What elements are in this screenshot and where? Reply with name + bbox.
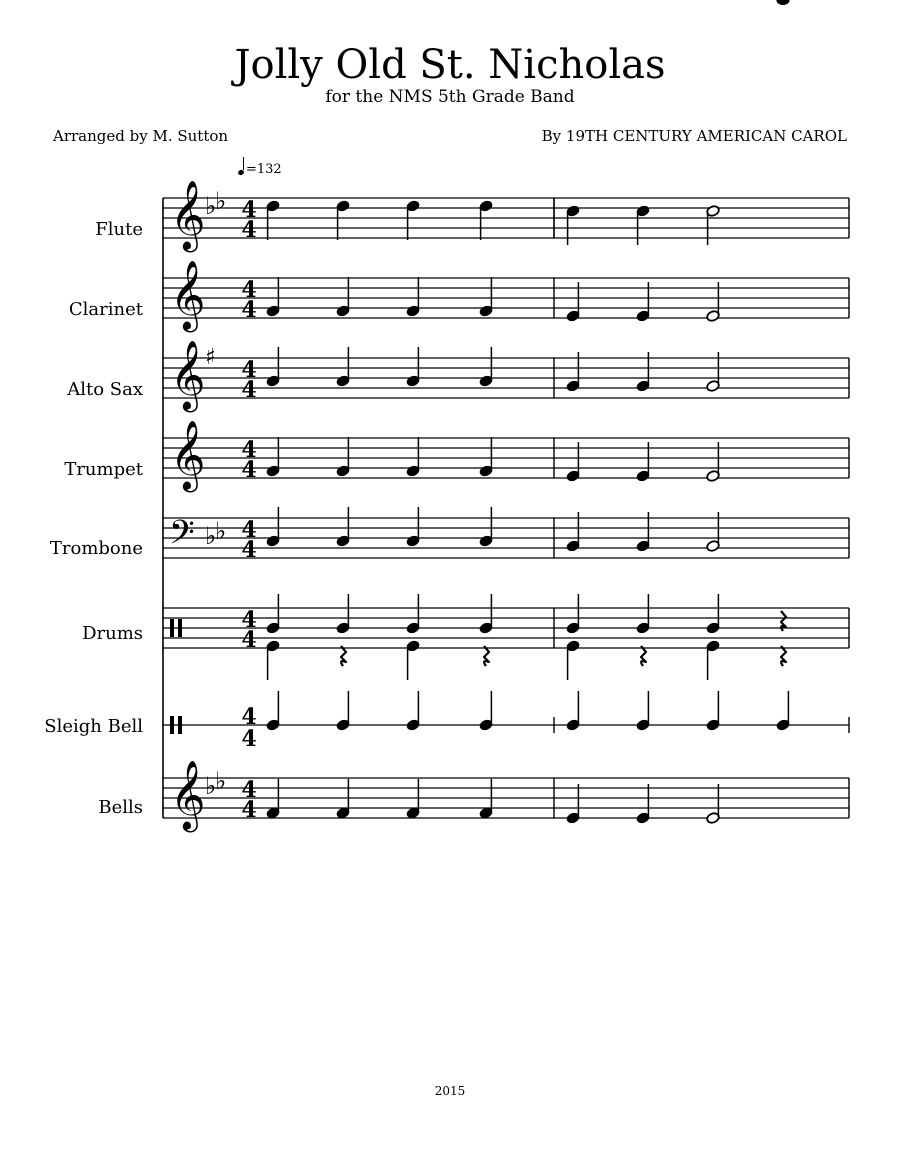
arranger-credit: Arranged by M. Sutton <box>53 127 229 145</box>
bells-note <box>406 779 420 819</box>
flute-note <box>266 200 280 240</box>
alto-sax-key-sharp: ♯ <box>205 345 216 370</box>
clarinet-treble-clef: 𝄞 <box>170 260 206 330</box>
instrument-name-flute: Flute <box>95 219 143 240</box>
drums-upper-note <box>266 594 280 634</box>
trombone-note <box>266 507 280 547</box>
sleigh-bell-note <box>406 691 420 731</box>
alto-sax-note <box>266 347 280 387</box>
drums-lower-rest <box>341 646 346 666</box>
trumpet-time-signature-beat-type: 4 <box>241 457 257 483</box>
flute-note <box>479 200 493 240</box>
bells-note <box>636 784 650 824</box>
clarinet-note <box>266 277 280 317</box>
sleigh-bell-note <box>479 691 493 731</box>
trumpet-note <box>479 437 493 477</box>
drums-perc-clef-bar-left <box>170 619 174 637</box>
drums-lower-note <box>566 640 580 680</box>
drums-upper-note <box>566 594 580 634</box>
flute-treble-clef: 𝄞 <box>170 180 206 250</box>
drums-lower-rest <box>641 646 646 666</box>
trombone-time-signature-beats: 4 <box>241 517 257 543</box>
drums-lower-note <box>706 640 720 680</box>
bells-time-signature-beats: 4 <box>241 777 257 803</box>
tempo-value: =132 <box>246 162 282 177</box>
sleigh-bell-perc-clef-left <box>170 716 174 734</box>
alto-sax-note <box>479 347 493 387</box>
sleigh-bell-note <box>566 691 580 731</box>
clarinet-time-signature-beats: 4 <box>241 277 257 303</box>
trumpet-note <box>406 437 420 477</box>
bells-key-flat: ♭ <box>215 767 227 795</box>
drums-time-signature-beats: 4 <box>241 607 257 633</box>
trombone-key-flat: ♭ <box>205 522 217 550</box>
flute-note <box>636 205 650 245</box>
bells-note <box>479 779 493 819</box>
trumpet-treble-clef: 𝄞 <box>170 420 206 490</box>
sleigh-bell-beat-type: 4 <box>241 726 257 752</box>
sleigh-bell-note <box>706 691 720 731</box>
drums-upper-note <box>479 594 493 634</box>
flute-note <box>706 205 720 245</box>
trumpet-note <box>266 437 280 477</box>
copyright-year: 2015 <box>434 1084 466 1098</box>
bells-treble-clef: 𝄞 <box>170 760 206 830</box>
instrument-name-trumpet: Trumpet <box>64 459 143 480</box>
sleigh-bell-beats: 4 <box>241 704 257 730</box>
drums-upper-note <box>636 594 650 634</box>
bells-note <box>777 0 789 4</box>
alto-sax-time-signature-beats: 4 <box>241 357 257 383</box>
alto-sax-treble-clef: 𝄞 <box>170 340 206 410</box>
instrument-name-clarinet: Clarinet <box>68 299 143 320</box>
drums-upper-note <box>336 594 350 634</box>
instrument-name-alto-sax: Alto Sax <box>67 379 143 400</box>
instrument-name-trombone: Trombone <box>49 538 143 559</box>
alto-sax-time-signature-beat-type: 4 <box>241 377 257 403</box>
trombone-note <box>406 507 420 547</box>
flute-note <box>336 200 350 240</box>
clarinet-time-signature-beat-type: 4 <box>241 297 257 323</box>
drums-lower-rest <box>781 646 786 666</box>
score-title: Jolly Old St. Nicholas <box>234 42 666 88</box>
drums-lower-rest <box>484 646 489 666</box>
drums-time-signature-beat-type: 4 <box>241 627 257 653</box>
bells-note <box>566 784 580 824</box>
bells-key-flat: ♭ <box>205 772 217 800</box>
sleigh-bell-note <box>776 691 790 731</box>
sleigh-bell-note <box>266 691 280 731</box>
trumpet-note <box>336 437 350 477</box>
drums-upper-note <box>706 594 720 634</box>
instrument-name-bells: Bells <box>98 797 143 818</box>
clarinet-note <box>336 277 350 317</box>
trumpet-time-signature-beats: 4 <box>241 437 257 463</box>
trombone-key-flat: ♭ <box>215 517 227 545</box>
flute-note <box>566 205 580 245</box>
bells-time-signature-beat-type: 4 <box>241 797 257 823</box>
alto-sax-note <box>406 347 420 387</box>
trombone-note <box>479 507 493 547</box>
trombone-bass-clef: 𝄢 <box>169 514 195 560</box>
bells-note <box>706 784 720 824</box>
drums-perc-clef-bar-right <box>178 619 182 637</box>
flute-time-signature-beats: 4 <box>241 197 257 223</box>
drums-lower-note <box>266 640 280 680</box>
trombone-time-signature-beat-type: 4 <box>241 537 257 563</box>
flute-key-flat: ♭ <box>215 187 227 215</box>
clarinet-note <box>479 277 493 317</box>
instrument-name-sleigh-bell: Sleigh Bell <box>44 716 143 737</box>
score-subtitle: for the NMS 5th Grade Band <box>325 87 575 107</box>
sleigh-bell-note <box>336 691 350 731</box>
sleigh-bell-note <box>636 691 650 731</box>
bells-note <box>266 779 280 819</box>
trombone-note <box>336 507 350 547</box>
bells-note-head <box>777 0 789 4</box>
flute-key-flat: ♭ <box>205 192 217 220</box>
flute-time-signature-beat-type: 4 <box>241 217 257 243</box>
alto-sax-note <box>336 347 350 387</box>
clarinet-note <box>406 277 420 317</box>
drums-lower-note <box>406 640 420 680</box>
sleigh-bell-perc-clef-right <box>178 716 182 734</box>
instrument-name-drums: Drums <box>82 623 143 644</box>
bells-note <box>336 779 350 819</box>
composer-credit: By 19TH CENTURY AMERICAN CAROL <box>541 127 847 145</box>
flute-note <box>406 200 420 240</box>
drums-upper-note <box>406 594 420 634</box>
